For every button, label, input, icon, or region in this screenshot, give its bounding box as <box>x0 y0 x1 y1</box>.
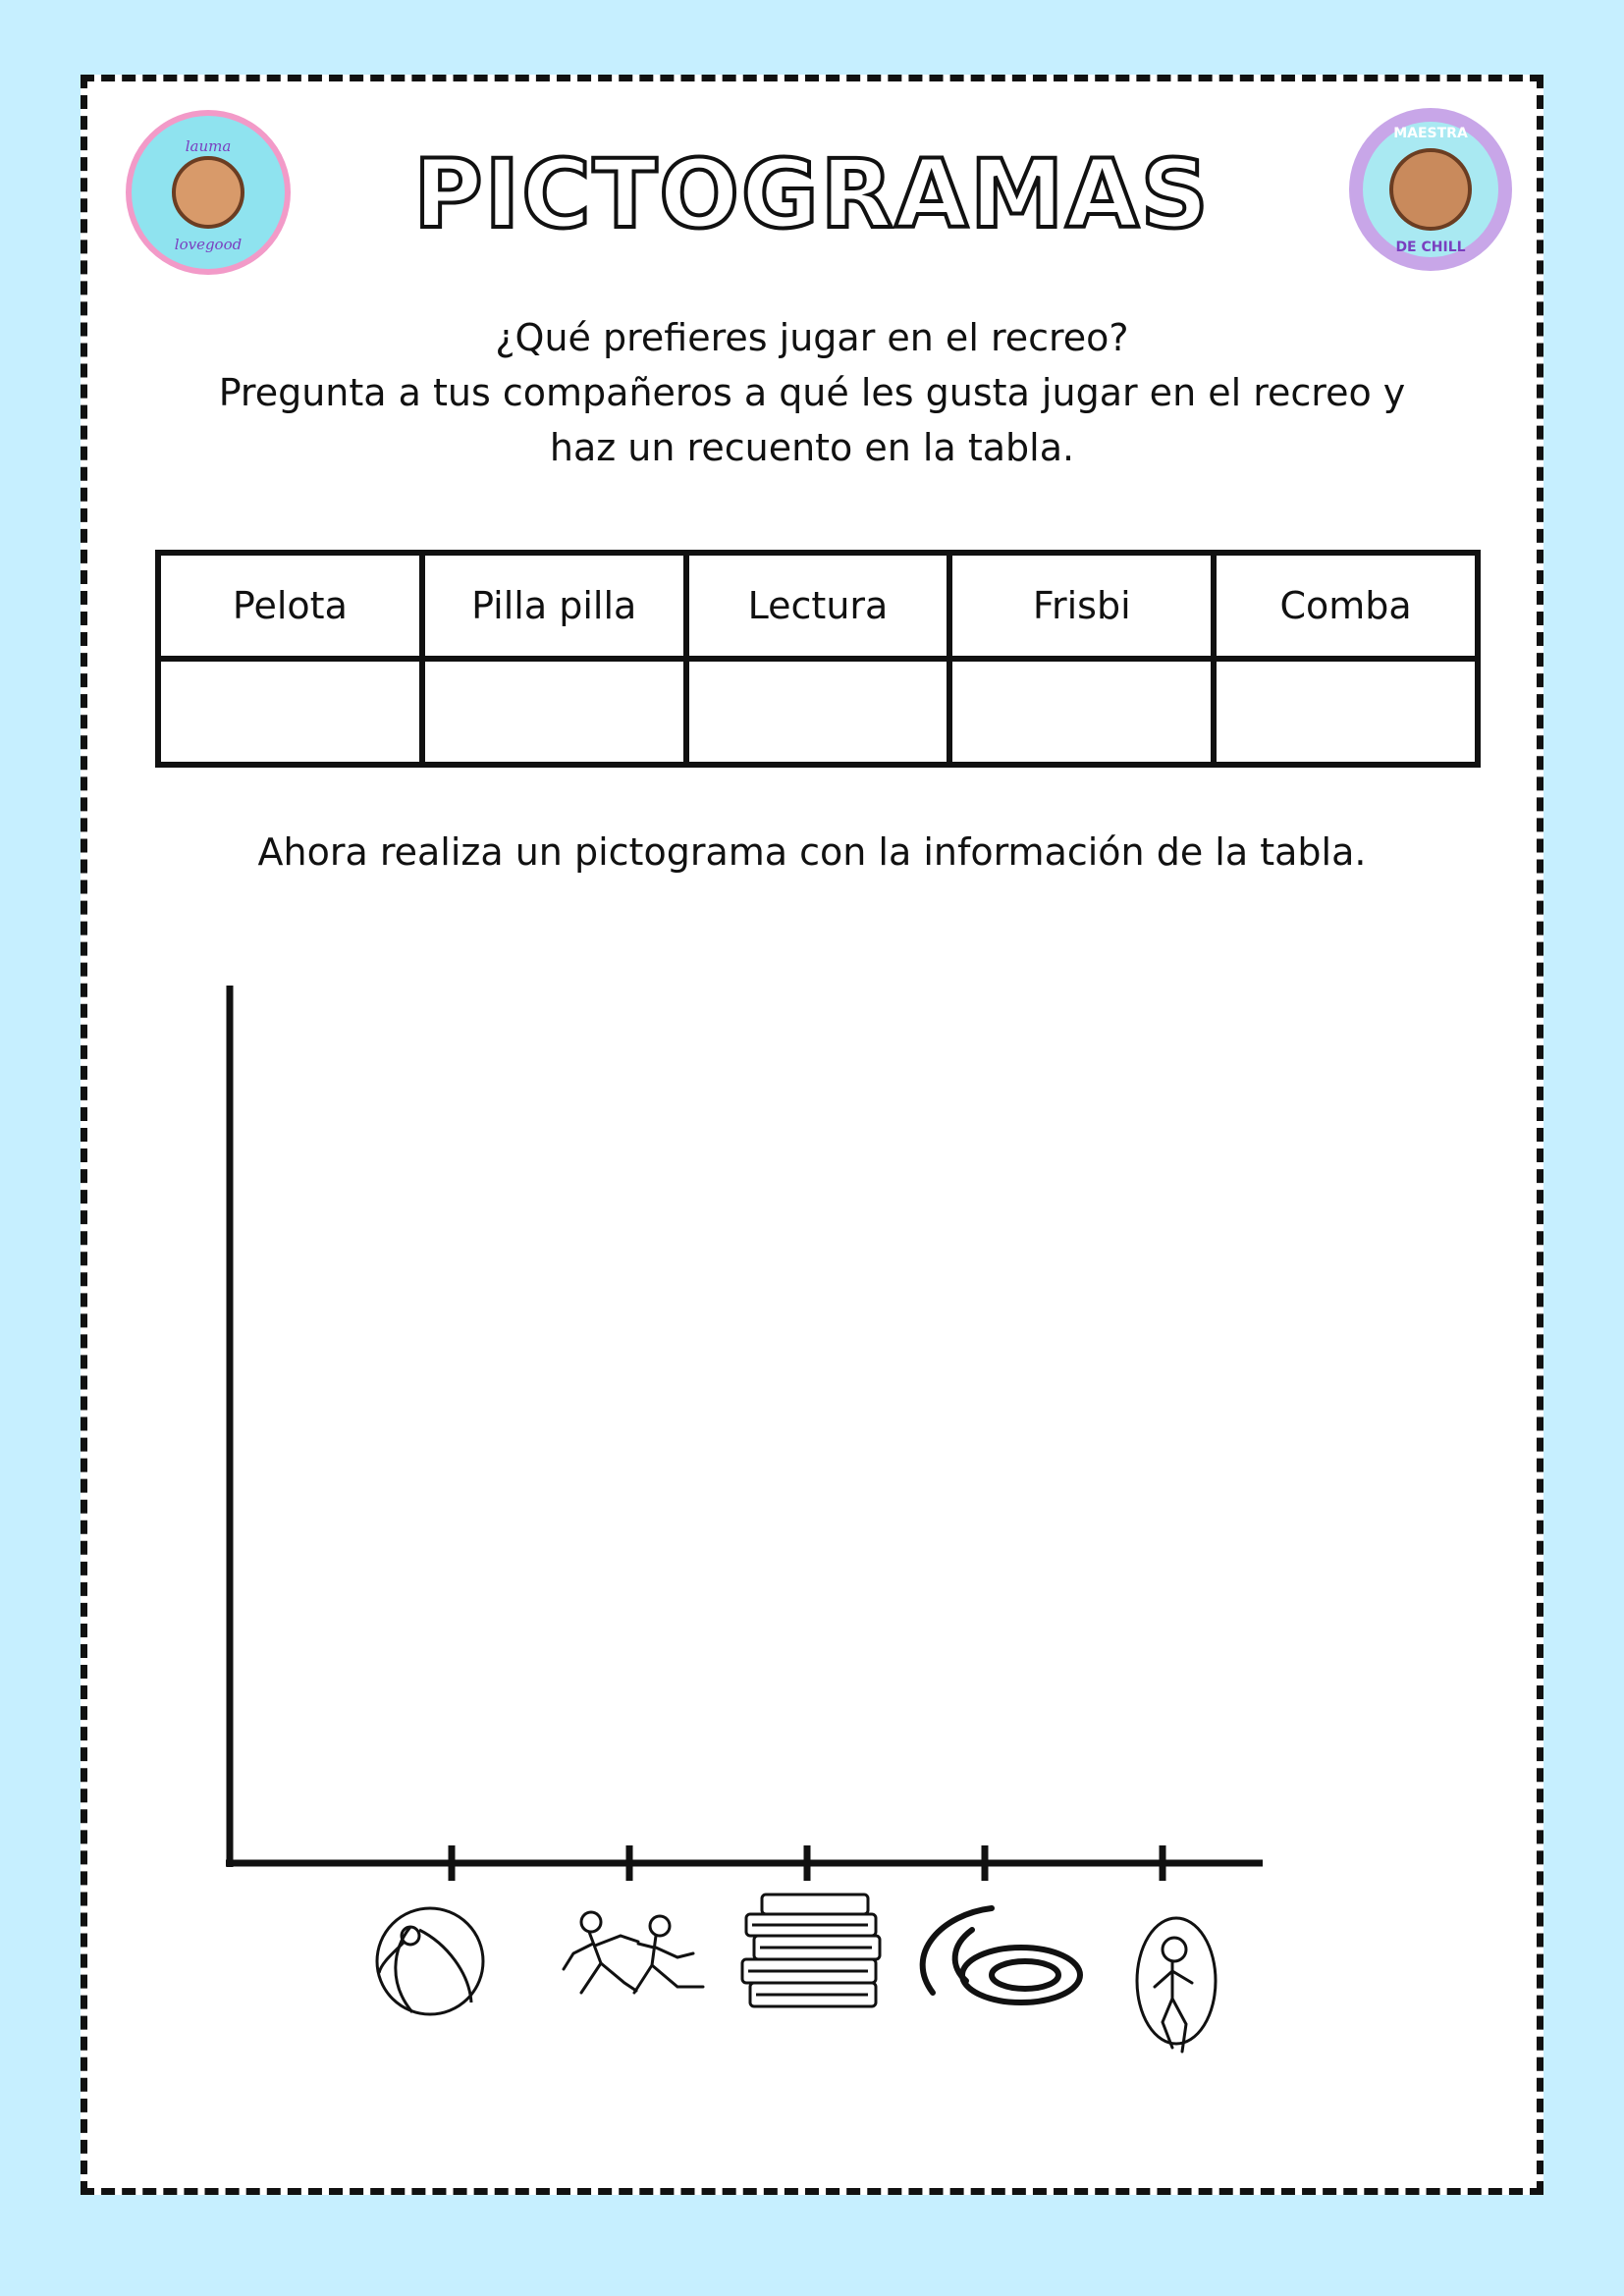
page-title: PICTOGRAMAS <box>413 139 1211 249</box>
jump-rope-girl-icon <box>1137 1918 1216 2052</box>
stack-of-books-icon <box>742 1895 880 2006</box>
tally-header-comba: Comba <box>1214 553 1478 659</box>
instruction-line-2: haz un recuento en la tabla. <box>549 426 1075 469</box>
children-running-icon <box>564 1912 703 1993</box>
tally-header-pilla-pilla: Pilla pilla <box>422 553 686 659</box>
instruction-line-1: Pregunta a tus compañeros a qué les gusta jugar en el recreo y <box>218 371 1406 414</box>
frisbee-icon <box>923 1908 1080 2002</box>
beach-ball-icon <box>377 1908 483 2014</box>
logo-left-text-bottom: lovegood <box>174 236 243 253</box>
logo-right-text-top: MAESTRA <box>1393 126 1468 141</box>
pictogram-instruction: Ahora realiza un pictograma con la información de la tabla. <box>257 830 1367 874</box>
logo-right-text-bottom: DE CHILL <box>1395 240 1466 255</box>
logo-left-text-top: lauma <box>185 137 232 155</box>
tally-header-frisbi: Frisbi <box>949 553 1214 659</box>
tally-header-pelota: Pelota <box>158 553 422 659</box>
question-text: ¿Qué prefieres jugar en el recreo? <box>495 316 1129 359</box>
tally-header-lectura: Lectura <box>686 553 950 659</box>
